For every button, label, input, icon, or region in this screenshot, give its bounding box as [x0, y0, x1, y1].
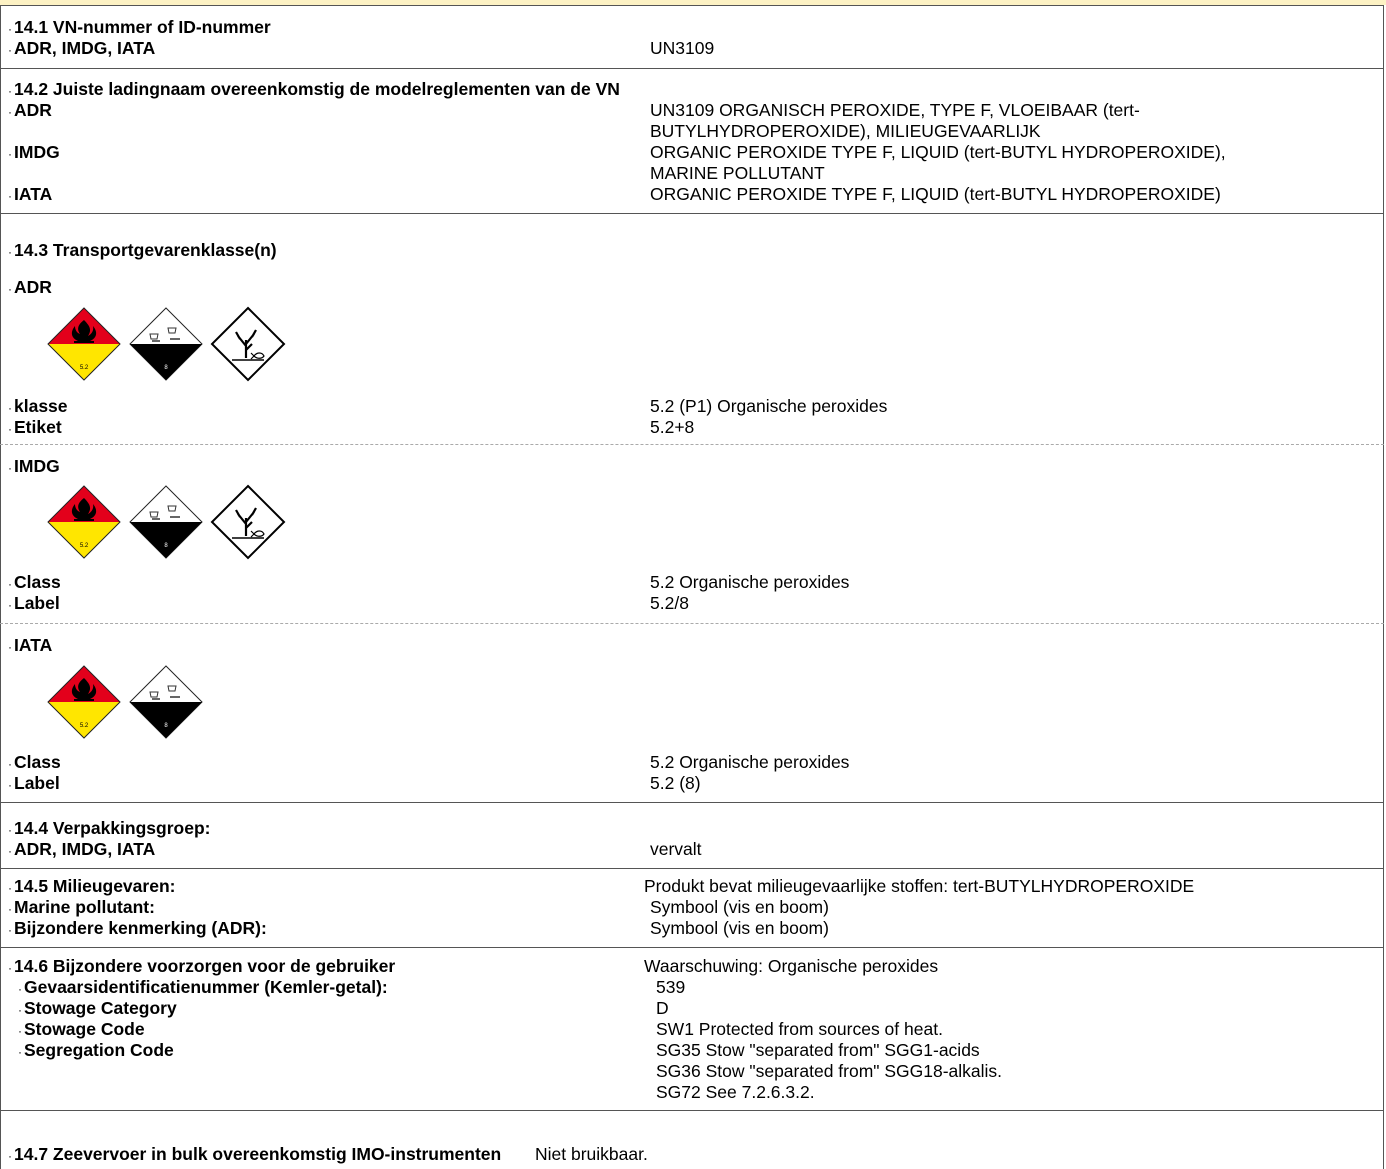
divider	[0, 802, 1384, 803]
section-14-5-title: · 14.5 Milieugevaren: Produkt bevat milieugevaarlijke stoffen: tert-BUTYLHYDROPEROXIDE	[8, 876, 1195, 896]
adr-marking-row: · Bijzondere kenmerking (ADR): Symbool (vis en boom)	[8, 918, 829, 938]
oxidizer-pictogram-icon	[46, 306, 122, 382]
oxidizer-pictogram-icon	[46, 484, 122, 560]
divider	[0, 68, 1384, 69]
imdg-label-row: · Label 5.2/8	[8, 593, 689, 613]
adr-class-row: · klasse 5.2 (P1) Organische peroxides	[8, 396, 888, 416]
adr-label-row: · Etiket 5.2+8	[8, 417, 695, 437]
segregation-code-row-cont: SG72 See 7.2.6.3.2.	[656, 1082, 815, 1102]
corrosive-pictogram-icon	[128, 664, 204, 740]
imdg-heading: · IMDG	[8, 456, 60, 476]
imdg-pictograms	[46, 484, 292, 574]
adr-pictograms	[46, 306, 292, 396]
environment-pictogram-icon	[210, 306, 286, 382]
corrosive-pictogram-icon	[128, 306, 204, 382]
section-14-2-imdg-row-cont: MARINE POLLUTANT	[650, 163, 825, 183]
divider	[0, 868, 1384, 869]
divider	[0, 213, 1384, 214]
iata-heading: · IATA	[8, 635, 53, 655]
section-14-2-title: · 14.2 Juiste ladingnaam overeenkomstig de modelreglementen van de VN	[8, 79, 620, 99]
marine-pollutant-row: · Marine pollutant: Symbool (vis en boom)	[8, 897, 829, 917]
dashed-divider	[0, 623, 1384, 624]
iata-label-row: · Label 5.2 (8)	[8, 773, 701, 793]
section-14-6-title: · 14.6 Bijzondere voorzorgen voor de gebruiker Waarschuwing: Organische peroxides	[8, 956, 939, 976]
iata-pictograms	[46, 664, 210, 754]
divider	[0, 947, 1384, 948]
kemler-row: · Gevaarsidentificatienummer (Kemler-getal): 539	[18, 977, 686, 997]
segregation-code-row-cont: SG36 Stow "separated from" SGG18-alkalis.	[656, 1061, 1003, 1081]
divider	[0, 1110, 1384, 1111]
stowage-code-row: · Stowage Code SW1 Protected from sources of heat.	[18, 1019, 943, 1039]
section-14-3-title: · 14.3 Transportgevarenklasse(n)	[8, 240, 277, 260]
section-14-2-iata-row: · IATA ORGANIC PEROXIDE TYPE F, LIQUID (tert-BUTYL HYDROPEROXIDE)	[8, 184, 1221, 204]
environment-pictogram-icon	[210, 484, 286, 560]
section-14-7-title: · 14.7 Zeevervoer in bulk overeenkomstig IMO-instrumenten Niet bruikbaar.	[8, 1144, 648, 1164]
adr-heading: · ADR	[8, 277, 52, 297]
section-14-1-row: · ADR, IMDG, IATA UN3109	[8, 38, 715, 58]
section-14-4-row: · ADR, IMDG, IATA vervalt	[8, 839, 702, 859]
section-14-2-imdg-row: · IMDG ORGANIC PEROXIDE TYPE F, LIQUID (tert-BUTYL HYDROPEROXIDE),	[8, 142, 1226, 162]
section-14-2-adr-row-cont: BUTYLHYDROPEROXIDE), MILIEUGEVAARLIJK	[650, 121, 1041, 141]
corrosive-pictogram-icon	[128, 484, 204, 560]
stowage-category-row: · Stowage Category D	[18, 998, 669, 1018]
imdg-class-row: · Class 5.2 Organische peroxides	[8, 572, 850, 592]
section-14-1-title: · 14.1 VN-nummer of ID-nummer	[8, 17, 271, 37]
section-14-2-adr-row: · ADR UN3109 ORGANISCH PEROXIDE, TYPE F, VLOEIBAAR (tert-	[8, 100, 1140, 120]
dashed-divider	[0, 444, 1384, 445]
section-14-4-title: · 14.4 Verpakkingsgroep:	[8, 818, 211, 838]
segregation-code-row: · Segregation Code SG35 Stow "separated from" SGG1-acids	[18, 1040, 980, 1060]
iata-class-row: · Class 5.2 Organische peroxides	[8, 752, 850, 772]
oxidizer-pictogram-icon	[46, 664, 122, 740]
